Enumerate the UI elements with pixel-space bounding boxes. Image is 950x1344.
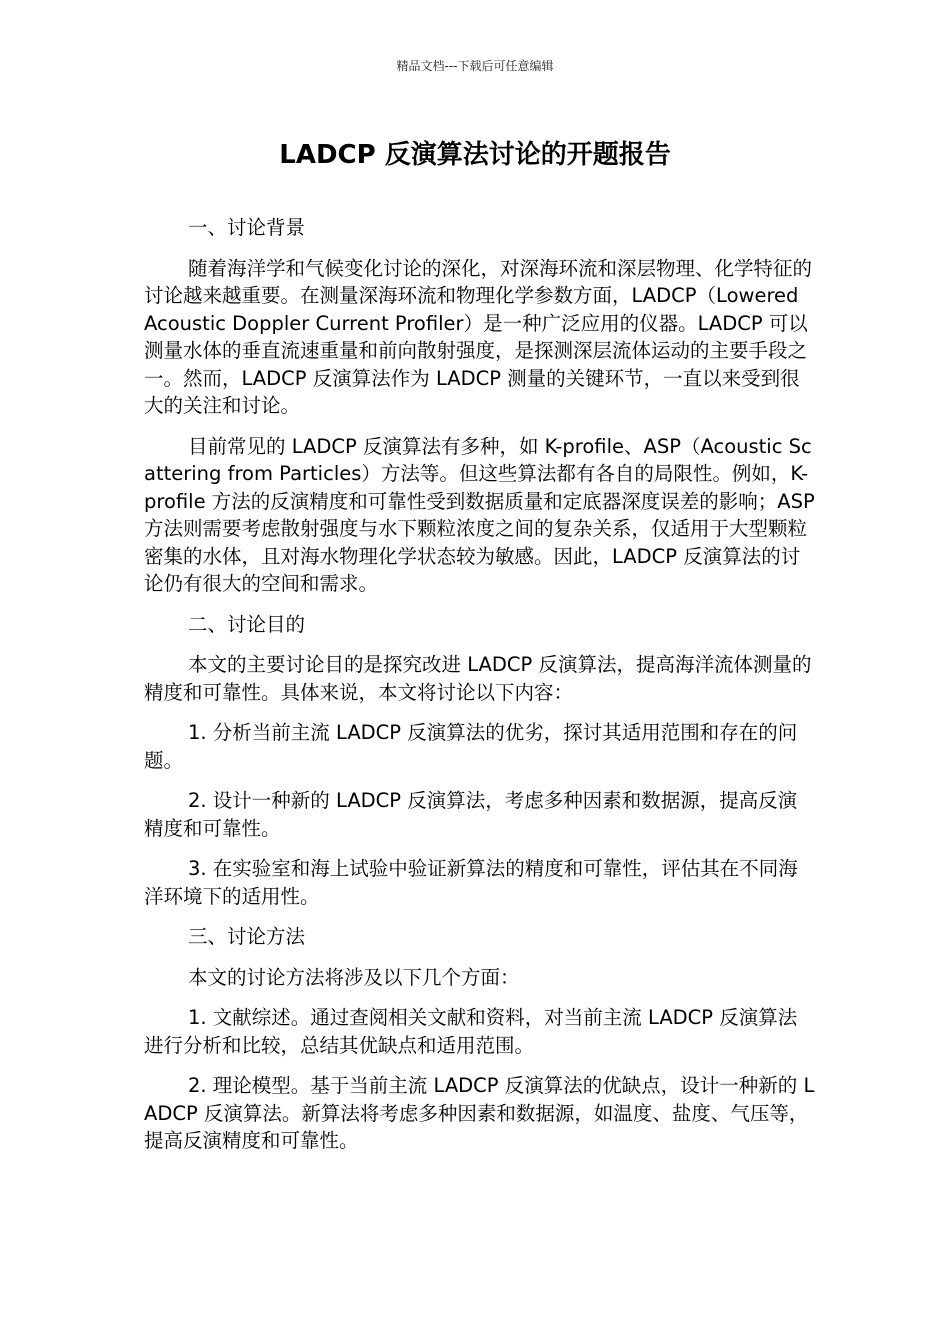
list-item: 2. 理论模型。基于当前主流 LADCP 反演算法的优缺点，设计一种新的 LADCP 反演算法。新算法将考虑多种因素和数据源，如温度、盐度、气压等，提高反演精度和可靠性。 bbox=[144, 1074, 815, 1152]
paragraph: 目前常见的 LADCP 反演算法有多种，如 K-profile、ASP（Acoustic Scattering from Particles）方法等。但这些算法都有各自的局限性。例如，K-profile 方法的反演精度和可靠性受到数据质量和定底器深度误差的影响；ASP 方法则需要考虑散射强度与水下颗粒浓度之间的复杂关系，仅适用于大型颗粒密集的水体，且对海水物理化学状态较为敏感。因此，LADCP 反演算法的讨论仍有很大的空间和需求。 bbox=[144, 434, 815, 595]
paragraph: 本文的主要讨论目的是探究改进 LADCP 反演算法，提高海洋流体测量的精度和可靠性。具体来说，本文将讨论以下内容： bbox=[144, 653, 812, 704]
list-item: 2. 设计一种新的 LADCP 反演算法，考虑多种因素和数据源，提高反演精度和可靠性。 bbox=[144, 789, 798, 840]
list-item: 1. 分析当前主流 LADCP 反演算法的优劣，探讨其适用范围和存在的问题。 bbox=[144, 721, 798, 772]
document-body bbox=[144, 214, 816, 1168]
section-background bbox=[144, 214, 816, 598]
section-heading: 一、讨论背景 bbox=[188, 216, 306, 239]
section-method bbox=[144, 923, 816, 1155]
page-header: 精品文档---下载后可任意编辑 bbox=[396, 59, 554, 73]
section-heading: 二、讨论目的 bbox=[188, 612, 306, 636]
paragraph: 本文的讨论方法将涉及以下几个方面： bbox=[188, 965, 520, 989]
section-heading: 三、讨论方法 bbox=[188, 925, 306, 948]
document-title: LADCP 反演算法讨论的开题报告 bbox=[279, 140, 671, 170]
paragraph: 随着海洋学和气候变化讨论的深化，对深海环流和深层物理、化学特征的讨论越来越重要。在测量深海环流和物理化学参数方面，LADCP（Lowered Acoustic Doppler Current Profiler）是一种广泛应用的仪器。LADCP 可以测量水体的垂直流速重量和前向散射强度，是探测深层流体运动的主要手段之一。然而，LADCP 反演算法作为 LADCP 测量的关键环节，一直以来受到很大的关注和讨论。 bbox=[144, 256, 813, 417]
section-purpose bbox=[144, 611, 816, 911]
list-item: 1. 文献综述。通过查阅相关文献和资料，对当前主流 LADCP 反演算法进行分析和比较，总结其优缺点和适用范围。 bbox=[144, 1006, 798, 1057]
list-item: 3. 在实验室和海上试验中验证新算法的精度和可靠性，评估其在不同海洋环境下的适用性。 bbox=[144, 857, 798, 908]
